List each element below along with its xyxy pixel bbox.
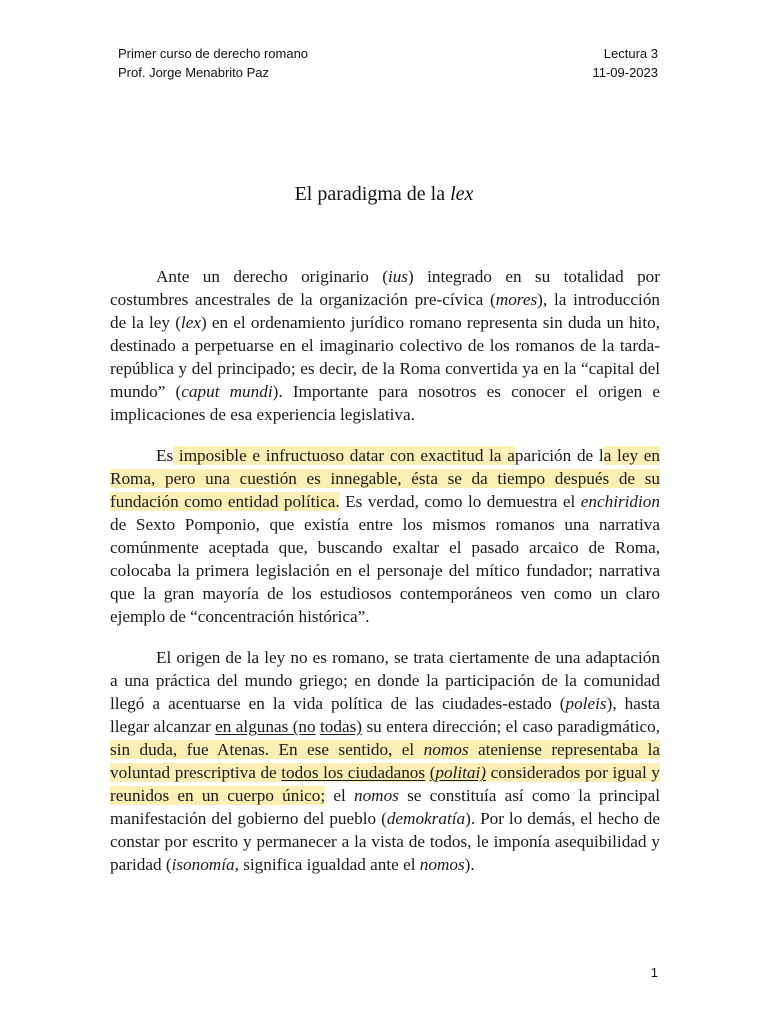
header-row-1 [118, 44, 658, 63]
paragraph-2: Es imposible e infructuoso datar con exactitud la aparición de la ley en Roma, pero una cuestión es innegable, ésta se da tiempo después de su fundación como entidad política. Es verdad, como lo demuestra el enchiridion de Sexto Pomponio, que existía entre los mismos romanos una narrativa comúnmente aceptada que, buscando exaltar el pasado arcaico de Roma, colocaba la primera legislación en el personaje del mítico fundador; narrativa que la gran mayoría de los estudiosos contemporáneos ven como un claro ejemplo de “concentración histórica”. [110, 446, 661, 626]
lecture-label: Lectura 3 [603, 46, 658, 61]
page-number: 1 [650, 965, 658, 980]
document-body [110, 265, 660, 894]
underlined-text: (politai) [429, 763, 487, 782]
professor-name: Prof. Jorge Menabrito Paz [118, 65, 270, 80]
lecture-date: 11-09-2023 [592, 65, 658, 80]
header-row-2 [118, 63, 658, 82]
course-name: Primer curso de derecho romano [118, 46, 309, 61]
highlighted-text: imposible e infructuoso datar con exactitud la a [173, 446, 515, 465]
underlined-text: todos los ciudadanos [281, 763, 426, 782]
underlined-text: todas) [320, 717, 363, 736]
highlighted-text: erpo único; [243, 786, 326, 805]
highlighted-text: a ley en Roma, pero una cuestión es innegable, ésta se da tiempo después de su fundación como entidad política. [110, 446, 661, 511]
page-header [118, 44, 658, 82]
paragraph-1: Ante un derecho originario (ius) integrado en su totalidad por costumbres ancestrales de la organización pre-cívica (mores), la introducción de la ley (lex) en el ordenamiento jurídico romano representa sin duda un hito, destinado a perpetuarse en el imaginario colectivo de los romanos de la tarda-república y del principado; es decir, de la Roma convertida ya en la “capital del mundo” (caput mundi). Importante para nosotros es conocer el origen e implicaciones de esa experiencia legislativa. [110, 267, 661, 424]
underlined-text: en algunas (no [215, 717, 316, 736]
document-title: El paradigma de la lex [294, 183, 474, 205]
paragraph-3: El origen de la ley no es romano, se trata ciertamente de una adaptación a una práctica del mundo griego; en donde la participación de la comunidad llegó a acentuarse en la vida política de las ciudades-estado (poleis), hasta llegar alcanzar en algunas (no todas) su entera dirección; el caso paradigmático, sin duda, fue Atenas. En ese sentido, el nomos ateniense representaba la voluntad prescriptiva de todos los ciudadanos (politai) considerados por igual y reunidos en un cuerpo único; el nomos se constituía así como la principal manifestación del gobierno del pueblo (demokratía). Por lo demás, el hecho de constar por escrito y permanecer a la vista de todos, le imponía asequibilidad y paridad (isonomía, significa igualdad ante el nomos). [110, 648, 661, 874]
highlighted-text: sin duda, fue Atenas. En ese sentido, el nomos ateniense representaba la voluntad prescriptiva de todos los ciudadanos (politai) considerados por igual y reunidos en un cu [110, 740, 661, 805]
